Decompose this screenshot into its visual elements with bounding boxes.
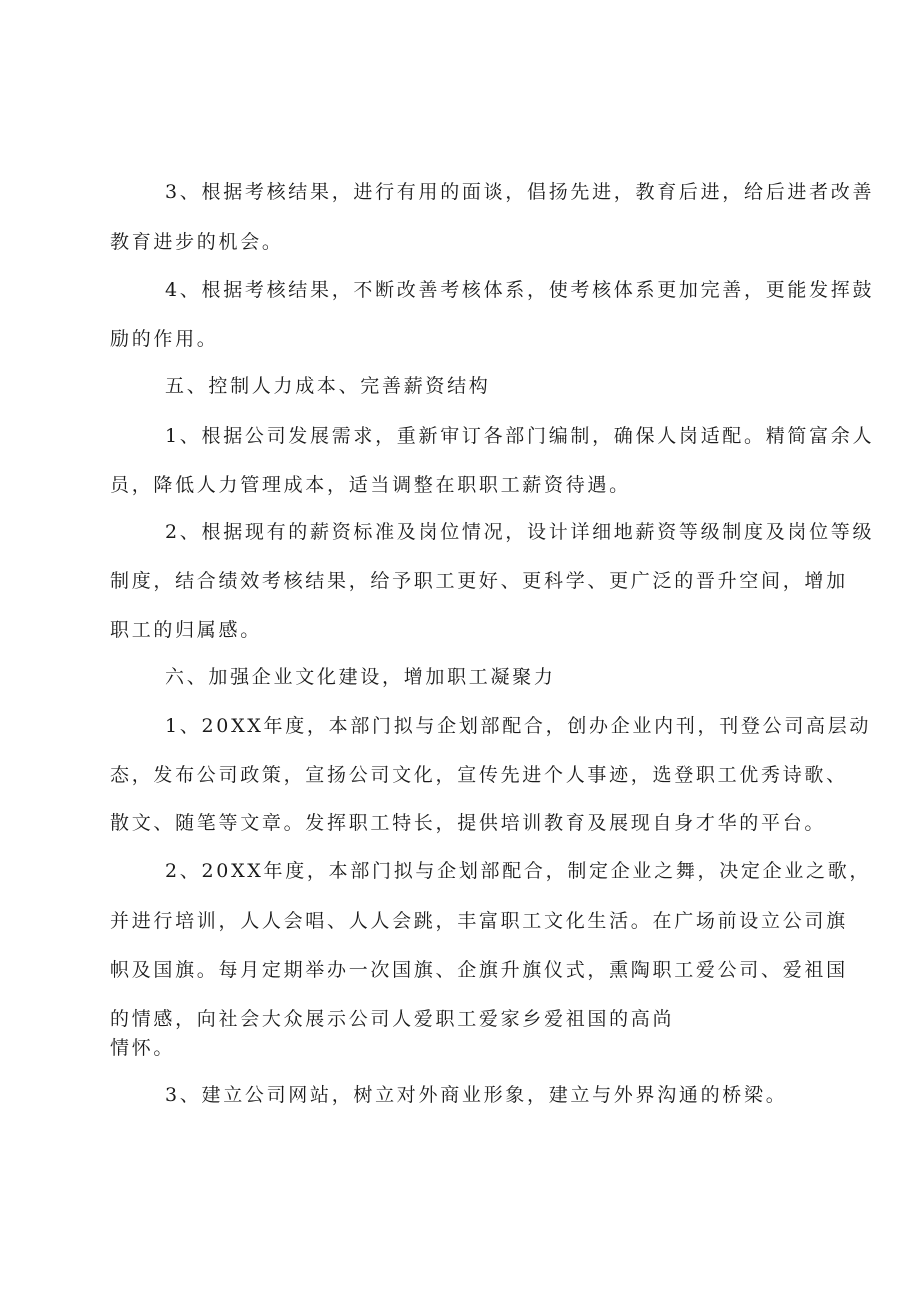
paragraph-4-line-1: 4、根据考核结果，不断改善考核体系，使考核体系更加完善，更能发挥鼓 [165, 279, 875, 301]
section-heading-5: 五、控制人力成本、完善薪资结构 [165, 375, 491, 397]
paragraph-6-1-line-1: 1、20XX年度，本部门拟与企划部配合，创办企业内刊，刊登公司高层动 [165, 715, 872, 737]
paragraph-5-1-line-2: 员，降低人力管理成本，适当调整在职职工薪资待遇。 [110, 474, 631, 496]
paragraph-6-2-line-5: 情怀。 [110, 1037, 176, 1059]
paragraph-3-line-1: 3、根据考核结果，进行有用的面谈，倡扬先进，教育后进，给后进者改善 [165, 181, 875, 203]
paragraph-6-3-line-1: 3、建立公司网站，树立对外商业形象，建立与外界沟通的桥梁。 [165, 1084, 788, 1106]
paragraph-6-2-line-1: 2、20XX年度，本部门拟与企划部配合，制定企业之舞，决定企业之歌， [165, 860, 872, 882]
section-heading-6: 六、加强企业文化建设，增加职工凝聚力 [165, 666, 556, 688]
paragraph-3-line-2: 教育进步的机会。 [110, 231, 284, 253]
paragraph-5-2-line-1: 2、根据现有的薪资标准及岗位情况，设计详细地薪资等级制度及岗位等级 [165, 521, 875, 543]
paragraph-5-2-line-3: 职工的归属感。 [110, 619, 262, 641]
paragraph-6-2-line-4: 的情感，向社会大众展示公司人爱职工爱家乡爱祖国的高尚 [110, 1008, 675, 1030]
paragraph-6-1-line-2: 态，发布公司政策，宣扬公司文化，宣传先进个人事迹，选登职工优秀诗歌、 [110, 764, 848, 786]
paragraph-6-2-line-2: 并进行培训，人人会唱、人人会跳，丰富职工文化生活。在广场前设立公司旗 [110, 910, 848, 932]
paragraph-4-line-2: 励的作用。 [110, 328, 219, 350]
paragraph-6-1-line-3: 散文、随笔等文章。发挥职工特长，提供培训教育及展现自身才华的平台。 [110, 812, 827, 834]
paragraph-6-2-line-3: 帜及国旗。每月定期举办一次国旗、企旗升旗仪式，熏陶职工爱公司、爱祖国 [110, 959, 848, 981]
paragraph-5-1-line-1: 1、根据公司发展需求，重新审订各部门编制，确保人岗适配。精简富余人 [165, 425, 875, 447]
paragraph-5-2-line-2: 制度，结合绩效考核结果，给予职工更好、更科学、更广泛的晋升空间，增加 [110, 570, 848, 592]
